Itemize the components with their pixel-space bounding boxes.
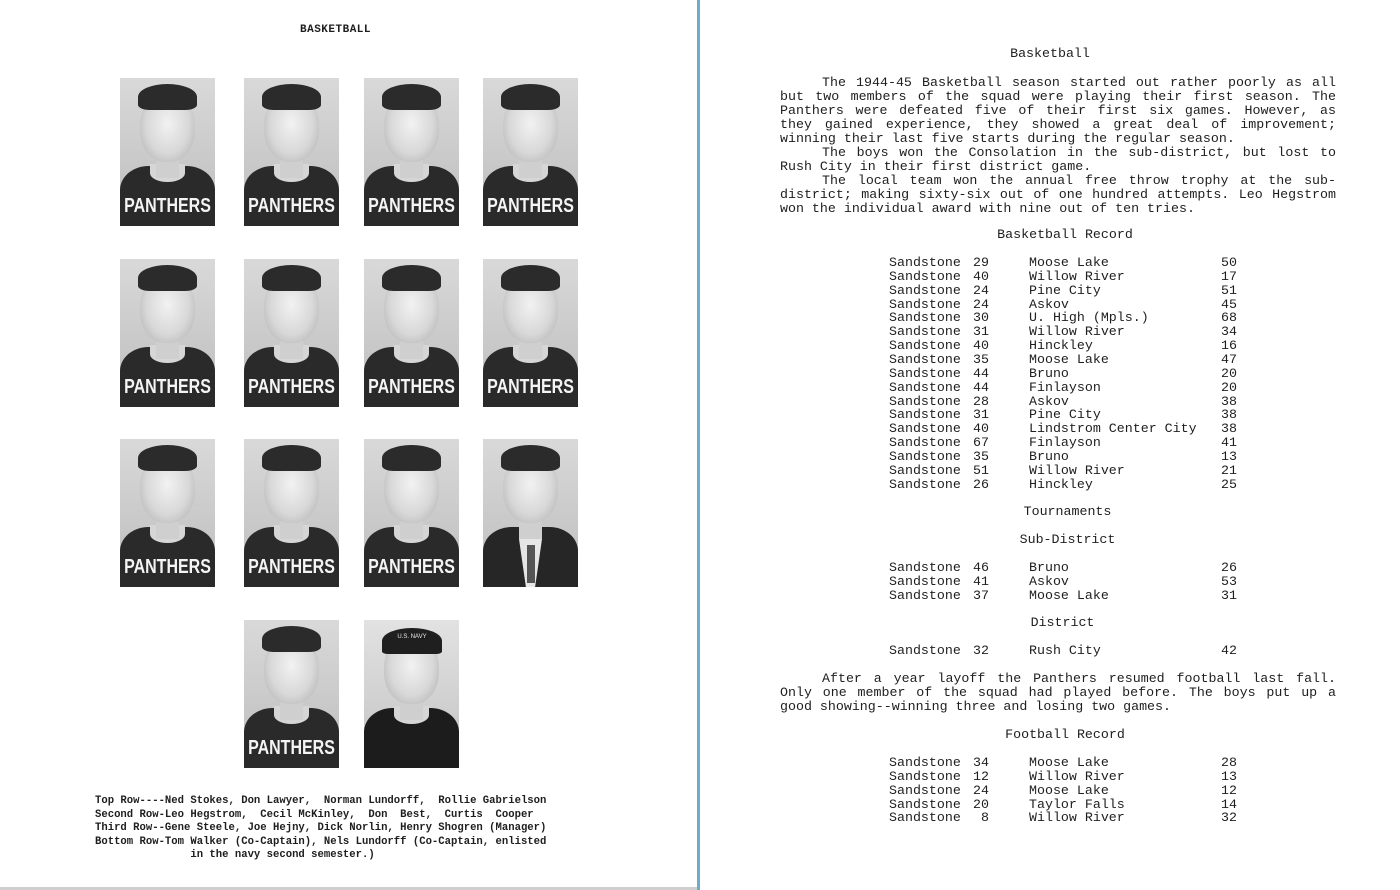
player-photo: PANTHERS <box>120 439 215 587</box>
record-row <box>889 770 1249 784</box>
record-team: Sandstone <box>889 796 961 812</box>
record-opponent: Moose Lake <box>1029 351 1109 367</box>
record-team: Sandstone <box>889 296 961 312</box>
record-row <box>889 353 1249 367</box>
record-opponent: Askov <box>1029 296 1069 312</box>
record-score: 30 <box>973 310 989 326</box>
record-team: Sandstone <box>889 476 961 492</box>
basketball-record-title: Basketball Record <box>997 227 1133 242</box>
record-opponent: Moose Lake <box>1029 755 1109 770</box>
record-opp-score: 17 <box>1221 268 1237 284</box>
record-opponent: Askov <box>1029 573 1069 589</box>
record-opp-score: 68 <box>1221 310 1237 326</box>
record-row <box>889 561 1249 575</box>
record-opponent: U. High (Mpls.) <box>1029 310 1149 326</box>
record-score: 35 <box>973 351 989 367</box>
caption-line: Third Row--Gene Steele, Joe Hejny, Dick Norlin, Henry Shogren (Manager) <box>95 822 547 834</box>
record-team: Sandstone <box>889 810 961 826</box>
football-record-title: Football Record <box>1005 727 1125 742</box>
player-photo: PANTHERS <box>244 620 339 768</box>
record-opp-score: 51 <box>1221 282 1237 298</box>
record-team: Sandstone <box>889 643 961 658</box>
record-row <box>889 575 1249 589</box>
record-team: Sandstone <box>889 755 961 770</box>
record-team: Sandstone <box>889 573 961 589</box>
record-opponent: Hinckley <box>1029 338 1093 354</box>
record-score: 8 <box>981 810 989 826</box>
record-score: 24 <box>973 296 989 312</box>
record-score: 24 <box>973 282 989 298</box>
record-opponent: Moose Lake <box>1029 782 1109 798</box>
record-row <box>889 450 1249 464</box>
caption-line: Bottom Row-Tom Walker (Co-Captain), Nels Lundorff (Co-Captain, enlisted <box>95 835 547 848</box>
record-score: 34 <box>973 755 989 770</box>
record-row <box>889 464 1249 478</box>
record-opp-score: 31 <box>1221 587 1237 603</box>
record-row <box>889 784 1249 798</box>
record-team: Sandstone <box>889 255 961 270</box>
record-opp-score: 41 <box>1221 435 1237 451</box>
record-row <box>889 256 1249 270</box>
record-score: 51 <box>973 462 989 478</box>
record-opp-score: 38 <box>1221 393 1237 409</box>
record-team: Sandstone <box>889 407 961 423</box>
player-photo: PANTHERS <box>120 259 215 407</box>
record-row <box>889 367 1249 381</box>
record-opp-score: 28 <box>1221 755 1237 770</box>
player-photo: PANTHERS <box>244 439 339 587</box>
record-opp-score: 47 <box>1221 351 1237 367</box>
player-photo: PANTHERS <box>244 78 339 226</box>
record-score: 40 <box>973 421 989 437</box>
left-page-title: BASKETBALL <box>300 24 372 36</box>
record-score: 44 <box>973 379 989 395</box>
tournaments-title: Tournaments <box>1023 504 1112 519</box>
player-photo: PANTHERS <box>364 259 459 407</box>
record-score: 40 <box>973 268 989 284</box>
record-opp-score: 38 <box>1221 421 1237 437</box>
record-opponent: Moose Lake <box>1029 255 1109 270</box>
caption-line: in the navy second semester.) <box>95 849 375 861</box>
record-opponent: Rush City <box>1029 643 1101 658</box>
photo-caption <box>95 795 587 863</box>
record-opp-score: 53 <box>1221 573 1237 589</box>
player-photo: PANTHERS <box>364 439 459 587</box>
player-photo: PANTHERS <box>483 259 578 407</box>
record-row <box>889 270 1249 284</box>
record-team: Sandstone <box>889 448 961 464</box>
sub-district-title: Sub-District <box>1019 532 1116 547</box>
record-score: 37 <box>973 587 989 603</box>
record-opponent: Bruno <box>1029 560 1069 575</box>
record-team: Sandstone <box>889 560 961 575</box>
record-team: Sandstone <box>889 782 961 798</box>
record-opponent: Willow River <box>1029 462 1125 478</box>
caption-line: Top Row----Ned Stokes, Don Lawyer, Norman Lundorff, Rollie Gabrielson <box>95 795 547 807</box>
record-score: 12 <box>973 768 989 784</box>
player-photo: PANTHERS <box>244 259 339 407</box>
record-opponent: Finlayson <box>1029 435 1101 451</box>
intro-paragraph: The 1944-45 Basketball season started out rather poorly as all but two members of the squad were playing their first season. The Panthers were defeated five of their first six games. However, as they gained experience, they showed a great deal of improvement; winning their last five starts during the regular season. <box>780 75 1336 146</box>
right-page <box>700 0 1400 890</box>
record-score: 20 <box>973 796 989 812</box>
record-team: Sandstone <box>889 282 961 298</box>
record-opp-score: 21 <box>1221 462 1237 478</box>
record-team: Sandstone <box>889 587 961 603</box>
record-row <box>889 811 1249 825</box>
record-score: 29 <box>973 255 989 270</box>
record-score: 46 <box>973 560 989 575</box>
record-team: Sandstone <box>889 324 961 340</box>
record-opp-score: 34 <box>1221 324 1237 340</box>
record-row <box>889 436 1249 450</box>
record-row <box>889 644 1249 658</box>
record-team: Sandstone <box>889 351 961 367</box>
record-row <box>889 381 1249 395</box>
intro-paragraph: The local team won the annual free throw trophy at the sub-district; making sixty-six out of one hundred attempts. Leo Hegstrom won the individual award with nine out of ten tries. <box>780 173 1336 216</box>
record-opponent: Moose Lake <box>1029 587 1109 603</box>
record-opponent: Bruno <box>1029 365 1069 381</box>
record-row <box>889 339 1249 353</box>
record-opponent: Pine City <box>1029 282 1101 298</box>
record-row <box>889 756 1249 770</box>
record-opponent: Willow River <box>1029 324 1125 340</box>
record-opp-score: 20 <box>1221 379 1237 395</box>
record-score: 35 <box>973 448 989 464</box>
record-opp-score: 38 <box>1221 407 1237 423</box>
record-score: 32 <box>973 643 989 658</box>
record-opp-score: 13 <box>1221 768 1237 784</box>
record-score: 41 <box>973 573 989 589</box>
record-opp-score: 25 <box>1221 476 1237 492</box>
navy-photo: U.S. NAVY <box>364 620 459 768</box>
record-opp-score: 32 <box>1221 810 1237 826</box>
record-row <box>889 589 1249 603</box>
player-photo: PANTHERS <box>483 78 578 226</box>
record-team: Sandstone <box>889 462 961 478</box>
record-opponent: Lindstrom Center City <box>1029 421 1197 437</box>
record-team: Sandstone <box>889 393 961 409</box>
record-team: Sandstone <box>889 435 961 451</box>
record-team: Sandstone <box>889 421 961 437</box>
manager-photo <box>483 439 578 587</box>
record-opponent: Willow River <box>1029 268 1125 284</box>
record-team: Sandstone <box>889 338 961 354</box>
record-opponent: Askov <box>1029 393 1069 409</box>
record-opponent: Willow River <box>1029 768 1125 784</box>
record-team: Sandstone <box>889 310 961 326</box>
record-score: 28 <box>973 393 989 409</box>
district-title: District <box>1030 615 1095 630</box>
left-page <box>0 0 697 890</box>
record-opp-score: 13 <box>1221 448 1237 464</box>
right-page-title: Basketball <box>1010 46 1090 61</box>
record-opp-score: 20 <box>1221 365 1237 381</box>
record-opponent: Taylor Falls <box>1029 796 1125 812</box>
caption-line: Second Row-Leo Hegstrom, Cecil McKinley, Don Best, Curtis Cooper <box>95 808 534 821</box>
player-photo: PANTHERS <box>364 78 459 226</box>
record-opponent: Finlayson <box>1029 379 1101 395</box>
record-team: Sandstone <box>889 768 961 784</box>
record-score: 40 <box>973 338 989 354</box>
player-photo: PANTHERS <box>120 78 215 226</box>
intro-paragraph: The boys won the Consolation in the sub-district, but lost to Rush City in their first district game. <box>780 145 1336 174</box>
record-opp-score: 42 <box>1221 643 1237 658</box>
record-score: 44 <box>973 365 989 381</box>
record-opponent: Hinckley <box>1029 476 1093 492</box>
record-score: 24 <box>973 782 989 798</box>
record-opp-score: 16 <box>1221 338 1237 354</box>
record-score: 67 <box>973 435 989 451</box>
record-opponent: Willow River <box>1029 810 1125 826</box>
record-opponent: Pine City <box>1029 407 1101 423</box>
record-team: Sandstone <box>889 365 961 381</box>
record-row <box>889 284 1249 298</box>
record-score: 31 <box>973 324 989 340</box>
record-score: 31 <box>973 407 989 423</box>
record-team: Sandstone <box>889 379 961 395</box>
record-opponent: Bruno <box>1029 448 1069 464</box>
football-paragraph: After a year layoff the Panthers resumed football last fall. Only one member of the squad had played before. The boys put up a good showing--winning three and losing two games. <box>780 671 1336 714</box>
record-score: 26 <box>973 476 989 492</box>
record-opp-score: 45 <box>1221 296 1237 312</box>
record-opp-score: 14 <box>1221 796 1237 812</box>
record-opp-score: 50 <box>1221 255 1237 270</box>
record-row <box>889 478 1249 492</box>
record-team: Sandstone <box>889 268 961 284</box>
record-opp-score: 12 <box>1221 782 1237 798</box>
record-opp-score: 26 <box>1221 560 1237 575</box>
